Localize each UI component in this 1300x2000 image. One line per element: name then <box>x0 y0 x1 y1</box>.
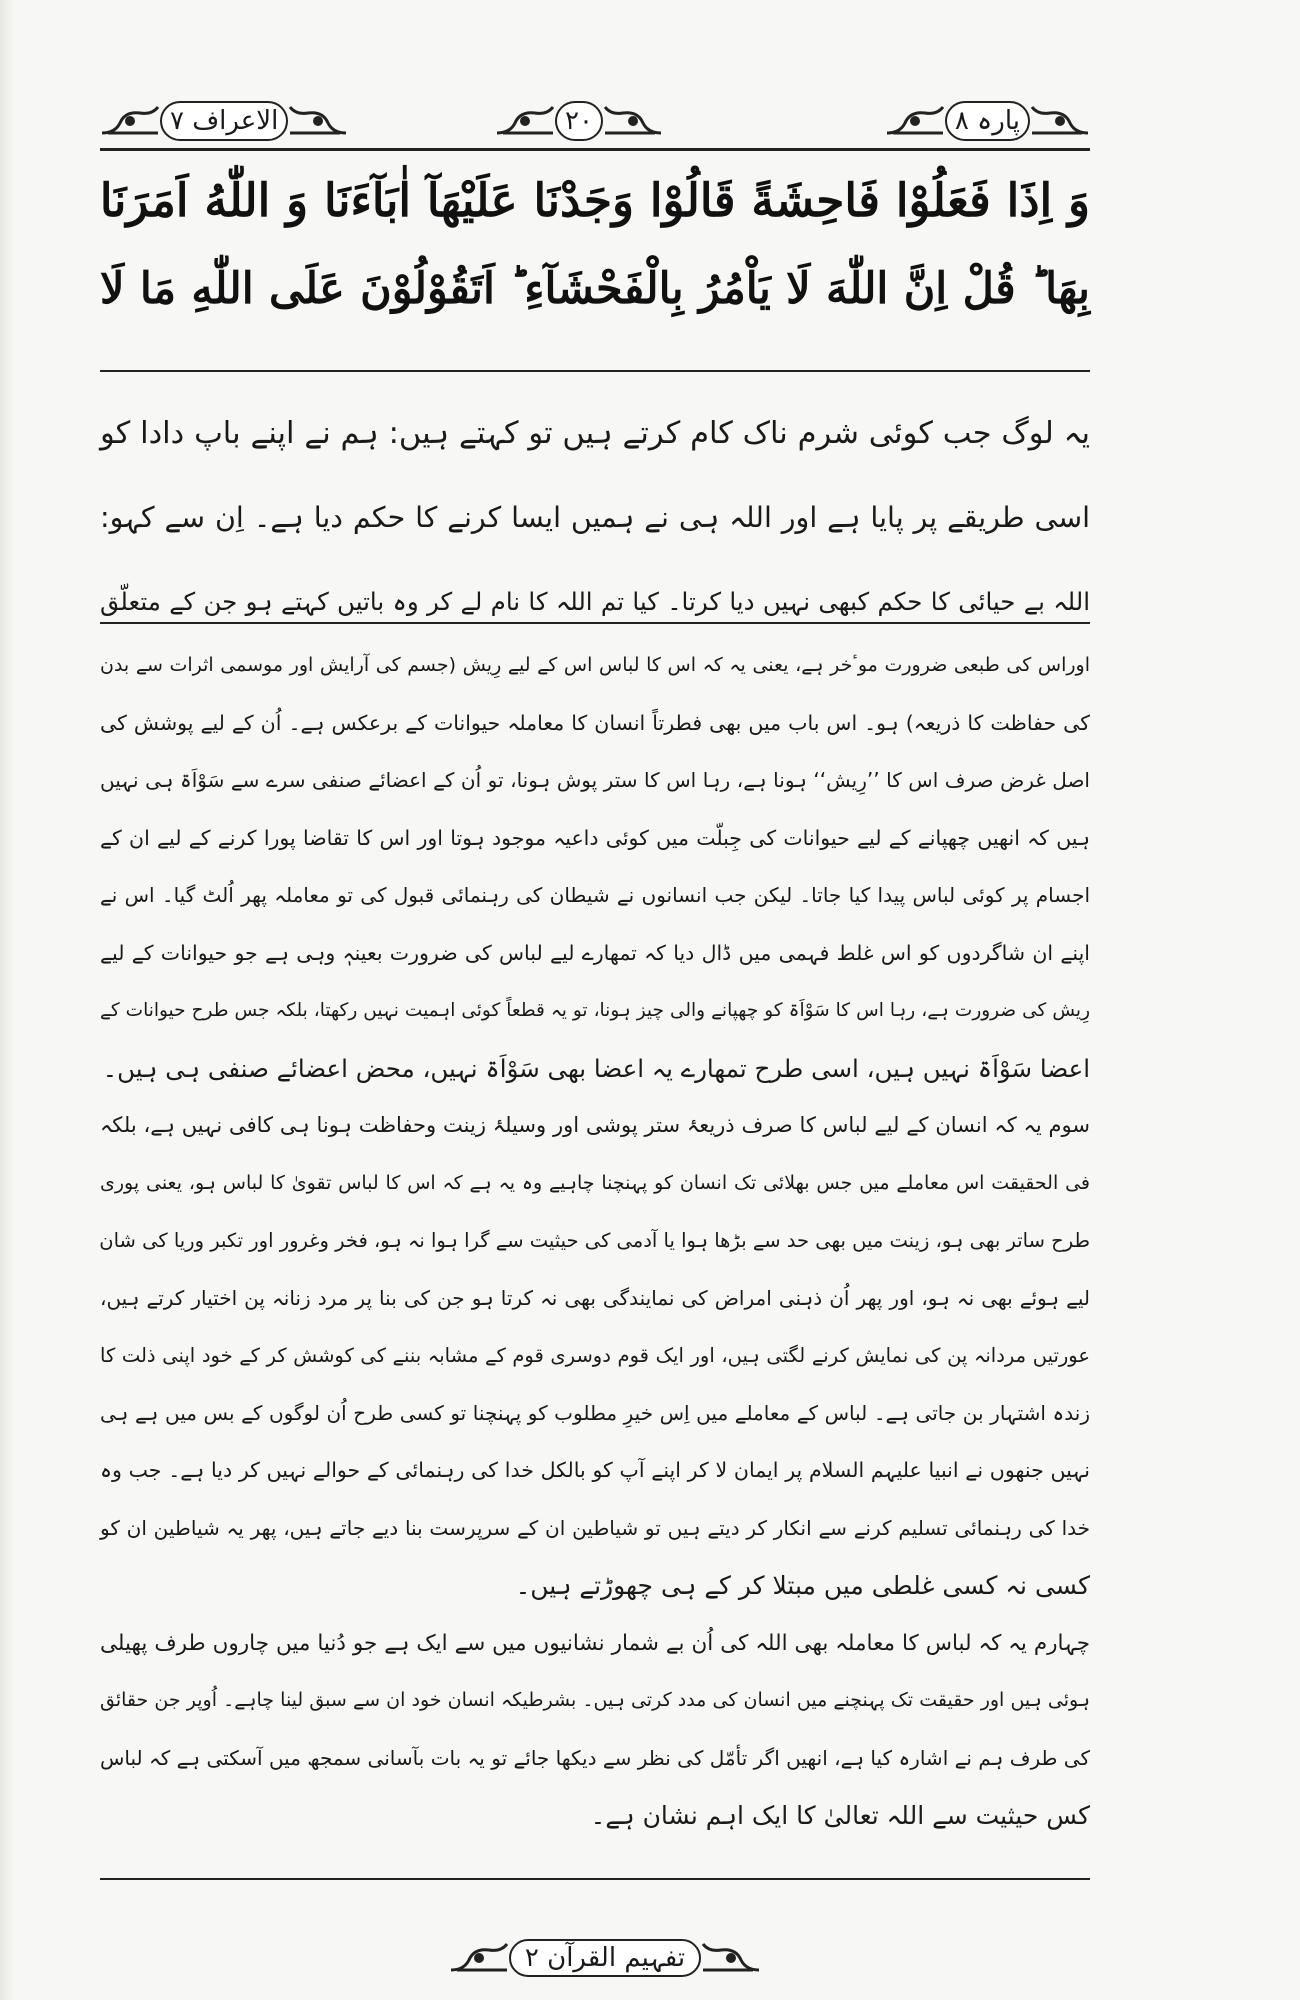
commentary-line: اصل غرض صرف اس کا ’’رِیش‘‘ ہونا ہے، رہا اس کا ستر پوش ہونا، تو اُن کے اعضائے صنفی سرے سے سَوْاَۃ ہی نہیں <box>100 768 1090 792</box>
translation-block <box>100 392 1090 644</box>
right-flourish-icon <box>288 103 348 139</box>
commentary-line: کی طرف ہم نے اشارہ کیا ہے، انھیں اگر تأمّل کی نظر سے دیکھا جائے تو یہ بات بآسانی سمجھ میں آسکتی ہے کہ لباس <box>100 1745 1090 1770</box>
right-flourish-icon <box>1030 103 1090 139</box>
commentary-line: اجسام پر کوئی لباس پیدا کیا جاتا۔ لیکن جب انسانوں نے شیطان کی رہنمائی قبول کی تو معاملہ پھر اُلٹ گیا۔ اس نے <box>100 883 1090 907</box>
translation-divider <box>100 622 1090 624</box>
commentary-line: کسی نہ کسی غلطی میں مبتلا کر کے ہی چھوڑتے ہیں۔ <box>515 1571 1090 1600</box>
left-flourish-icon <box>100 103 160 139</box>
commentary-line: عورتیں مردانہ پن کی نمایش کرنے لگتی ہیں، اور ایک قوم دوسری قوم کے مشابہ بننے کی کوشش کر کے خود اپنی ذلت کا <box>100 1344 1090 1367</box>
translation-line: اسی طریقے پر پایا ہے اور اللہ ہی نے ہمیں ایسا کرنے کا حکم دیا ہے۔ اِن سے کہو: <box>100 501 1090 534</box>
commentary-line: رِیش کی ضرورت ہے، رہا اس کا سَوْاَۃ کو چھپانے والی چیز ہونا، تو یہ قطعاً کوئی اہمیت نہیں رکھتا، بلکہ جس طرح حیوانات کے <box>100 1000 1090 1021</box>
header-rule <box>100 148 1090 151</box>
commentary-line: زندہ اشتہار بن جاتی ہے۔ لباس کے معاملے میں اِس خیرِ مطلوب کو پہنچنا تو کسی طرح اُن لوگوں کے بس میں ہے ہی <box>100 1400 1090 1425</box>
left-flourish-icon <box>495 103 555 139</box>
verse-divider <box>100 370 1090 372</box>
book-title: تفہیم القرآن ۲ <box>509 1939 701 1977</box>
page-header <box>100 98 1090 148</box>
commentary-line: کس حیثیت سے اللہ تعالیٰ کا ایک اہم نشان ہے۔ <box>590 1801 1090 1830</box>
translation-line: اللہ بے حیائی کا حکم کبھی نہیں دیا کرتا۔ کیا تم اللہ کا نام لے کر وہ باتیں کہتے ہو جن کے متعلّق <box>100 587 1090 616</box>
commentary-line: کی حفاظت کا ذریعہ) ہو۔ اس باب میں بھی فطرتاً انسان کا معاملہ حیوانات کے برعکس ہے۔ اُن کے لیے پوشش کی <box>100 710 1090 735</box>
arabic-verse-line: بِهَا ؕ قُلْ اِنَّ اللّٰهَ لَا یَاْمُرُ بِالْفَحْشَآءِ ؕ اَتَقُوْلُوْنَ عَلَى اللّٰهِ مَا لَا <box>100 264 1090 314</box>
page-number: ۲۰ <box>555 101 603 141</box>
footer-divider <box>100 1878 1090 1880</box>
commentary-line: اوراس کی طبعی ضرورت موٴخر ہے، یعنی یہ کہ اس کا لباس اس کے لیے رِیش (جسم کی آرایش اور موسمی اثرات سے بدن <box>100 654 1090 676</box>
translation-line: یہ لوگ جب کوئی شرم ناک کام کرتے ہیں تو کہتے ہیں: ہم نے اپنے باپ دادا کو <box>100 416 1090 451</box>
commentary-line: ہیں کہ انھیں چھپانے کے لیے حیوانات کی جِبلّت میں کوئی داعیہ موجود ہوتا اور اس کا تقاضا پورا کرنے کے لیے ان کے <box>100 825 1090 850</box>
surah-name-cartouche <box>100 98 348 144</box>
book-title-cartouche <box>440 1935 770 1981</box>
commentary-line: ہوئی ہیں اور حقیقت تک پہنچنے میں انسان کی مدد کرتی ہیں۔ بشرطیکہ انسان خود ان سے سبق لینا چاہے۔ اُوپر جن حقائق <box>100 1689 1090 1711</box>
para-number-cartouche <box>885 98 1090 144</box>
commentary-line: فی الحقیقت اس معاملے میں جس بھلائی تک انسان کو پہنچنا چاہیے وہ یہ ہے کہ اس کا لباس تقویٰ کا لباس ہو، یعنی پوری <box>100 1171 1090 1194</box>
commentary-line: چہارم یہ کہ لباس کا معاملہ بھی اللہ کی اُن بے شمار نشانیوں میں سے ایک ہے جو دُنیا میں چاروں طرف پھیلی <box>100 1630 1090 1656</box>
commentary-line: سوم یہ کہ انسان کے لیے لباس کا صرف ذریعۂ ستر پوشی اور وسیلۂ زینت وحفاظت ہونا ہی کافی نہیں ہے، بلکہ <box>100 1113 1090 1137</box>
para-number: پارہ ۸ <box>945 101 1030 141</box>
page-number-cartouche <box>495 98 663 144</box>
left-flourish-icon <box>449 1940 509 1976</box>
right-flourish-icon <box>603 103 663 139</box>
left-flourish-icon <box>885 103 945 139</box>
commentary-block <box>100 637 1090 1845</box>
commentary-line: اعضا سَوْاَۃ نہیں ہیں، اسی طرح تمھارے یہ اعضا بھی سَوْاَۃ نہیں، محض اعضائے صنفی ہی ہیں۔ <box>102 1053 1090 1083</box>
commentary-line: طرح ساتر بھی ہو، زینت میں بھی حد سے بڑھا ہوا یا آدمی کی حیثیت سے گرا ہوا نہ ہو، فخر وغرور اور تکبر وریا کی شان <box>99 1229 1090 1252</box>
surah-name: الاعراف ۷ <box>160 101 288 141</box>
arabic-verse-line: وَ اِذَا فَعَلُوْا فَاحِشَةً قَالُوْا وَجَدْنَا عَلَیْهَآ اٰبَآءَنَا وَ اللّٰهُ اَمَرَنَا <box>99 173 1090 227</box>
page-edge-shadow <box>0 0 14 2000</box>
commentary-line: اپنے ان شاگردوں کو اس غلط فہمی میں ڈال دیا کہ تمھارے لیے لباس کی ضرورت بعینہٖ وہی ہے جو حیوانات کے لیے <box>100 940 1090 965</box>
right-flourish-icon <box>701 1940 761 1976</box>
commentary-line: خدا کی رہنمائی تسلیم کرنے سے انکار کر دیتے ہیں تو شیاطین ان کے سرپرست بنا دیے جاتے ہیں، پھر یہ شیاطین ان کو <box>100 1515 1090 1540</box>
commentary-line: نہیں جنھوں نے انبیا علیہم السلام پر ایمان لا کر اپنے آپ کو بالکل خدا کی رہنمائی کے حوالے نہیں کر دیا ہے۔ جب وہ <box>100 1458 1090 1482</box>
commentary-line: لیے ہوئے بھی نہ ہو، اور پھر اُن ذہنی امراض کی نمایندگی بھی نہ کرتا ہو جن کی بنا پر مرد زنانہ پن اختیار کرتے ہیں، <box>100 1285 1090 1310</box>
